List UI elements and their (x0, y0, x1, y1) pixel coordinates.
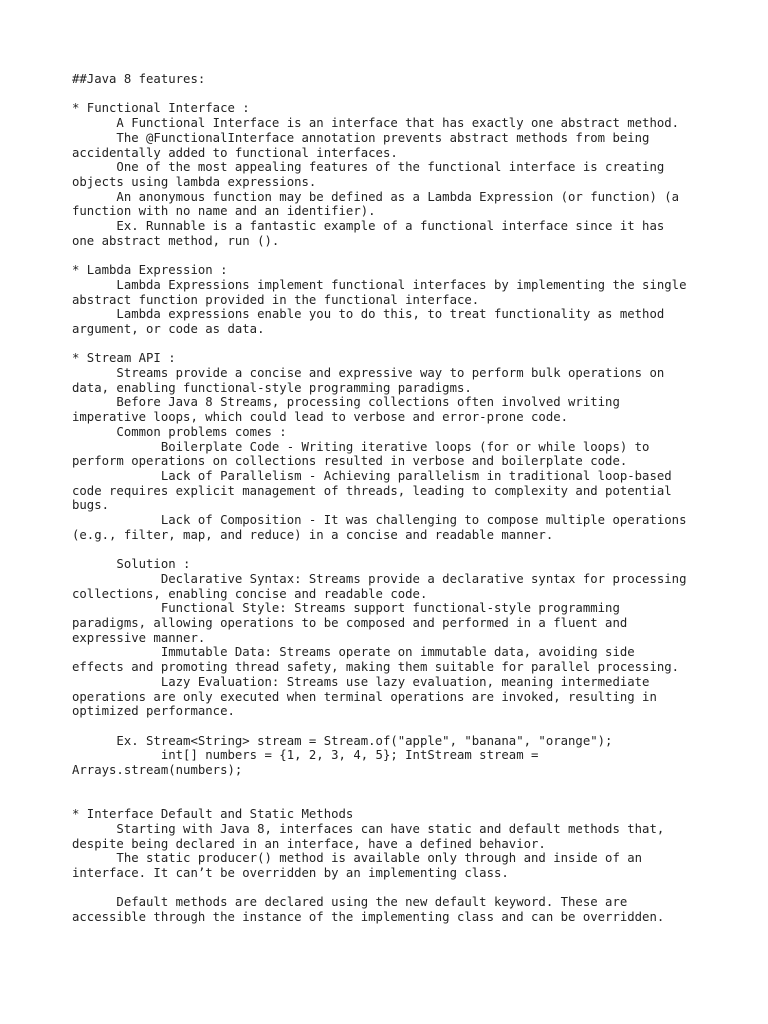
text-line: Lack of Parallelism - Achieving parallelism in traditional loop-based (72, 468, 672, 483)
text-line: data, enabling functional-style programming paradigms. (72, 380, 472, 395)
text-line: paradigms, allowing operations to be composed and performed in a fluent and (72, 616, 628, 631)
text-line: function with no name and an identifier). (72, 204, 376, 219)
text-line: (e.g., filter, map, and reduce) in a concise and readable manner. (72, 527, 554, 542)
text-line: An anonymous function may be defined as a Lambda Expression (or function) (a (72, 189, 680, 204)
text-line: Starting with Java 8, interfaces can have static and default methods that, (72, 821, 665, 836)
text-line: Solution : (72, 557, 191, 572)
text-line: One of the most appealing features of the functional interface is creating (72, 160, 665, 175)
text-line: * Lambda Expression : (72, 263, 228, 278)
text-line: Lazy Evaluation: Streams use lazy evaluation, meaning intermediate (72, 674, 650, 689)
text-line: Boilerplate Code - Writing iterative loops (for or while loops) to (72, 439, 650, 454)
text-line: Streams provide a concise and expressive way to perform bulk operations on (72, 366, 665, 381)
text-line: effects and promoting thread safety, making them suitable for parallel processing. (72, 660, 680, 675)
text-line: Ex. Stream<String> stream = Stream.of("apple", "banana", "orange"); (72, 733, 613, 748)
text-line: one abstract method, run (). (72, 233, 280, 248)
text-line: ##Java 8 features: (72, 72, 206, 86)
text-line: int[] numbers = {1, 2, 3, 4, 5}; IntStream stream = (72, 748, 539, 763)
text-line: * Stream API : (72, 351, 176, 366)
text-line: bugs. (72, 498, 110, 513)
text-line: expressive manner. (72, 630, 206, 645)
text-line: perform operations on collections resulted in verbose and boilerplate code. (72, 454, 628, 469)
text-line: A Functional Interface is an interface that has exactly one abstract method. (72, 116, 680, 131)
text-line: optimized performance. (72, 704, 235, 719)
text-line: Default methods are declared using the new default keyword. These are (72, 895, 628, 910)
text-line: * Functional Interface : (72, 101, 250, 116)
text-line: * Interface Default and Static Methods (72, 807, 354, 822)
text-line: The static producer() method is available only through and inside of an (72, 851, 643, 866)
text-line: accidentally added to functional interfaces. (72, 145, 398, 160)
text-line: Arrays.stream(numbers); (72, 763, 243, 778)
document-text (72, 72, 712, 925)
text-line: interface. It can’t be overridden by an implementing class. (72, 865, 509, 880)
text-line: Lambda Expressions implement functional interfaces by implementing the single (72, 277, 687, 292)
text-line: The @FunctionalInterface annotation prevents abstract methods from being (72, 130, 650, 145)
text-line: argument, or code as data. (72, 321, 265, 336)
text-line: Functional Style: Streams support functional-style programming (72, 601, 620, 616)
text-line: Lack of Composition - It was challenging to compose multiple operations (72, 513, 687, 528)
text-line: accessible through the instance of the implementing class and can be overridden. (72, 910, 665, 925)
text-line: Before Java 8 Streams, processing collections often involved writing (72, 395, 620, 410)
text-line: operations are only executed when terminal operations are invoked, resulting in (72, 689, 657, 704)
text-line: Common problems comes : (72, 424, 287, 439)
text-line: objects using lambda expressions. (72, 174, 317, 189)
text-line: Ex. Runnable is a fantastic example of a functional interface since it has (72, 219, 665, 234)
text-line: abstract function provided in the functional interface. (72, 292, 480, 307)
text-line: Lambda expressions enable you to do this, to treat functionality as method (72, 307, 665, 322)
text-line: Immutable Data: Streams operate on immutable data, avoiding side (72, 645, 635, 660)
text-line: despite being declared in an interface, have a defined behavior. (72, 836, 546, 851)
text-line: imperative loops, which could lead to verbose and error-prone code. (72, 410, 569, 425)
text-line: collections, enabling concise and readable code. (72, 586, 428, 601)
text-line: code requires explicit management of threads, leading to complexity and potential (72, 483, 672, 498)
text-line: Declarative Syntax: Streams provide a declarative syntax for processing (72, 571, 687, 586)
